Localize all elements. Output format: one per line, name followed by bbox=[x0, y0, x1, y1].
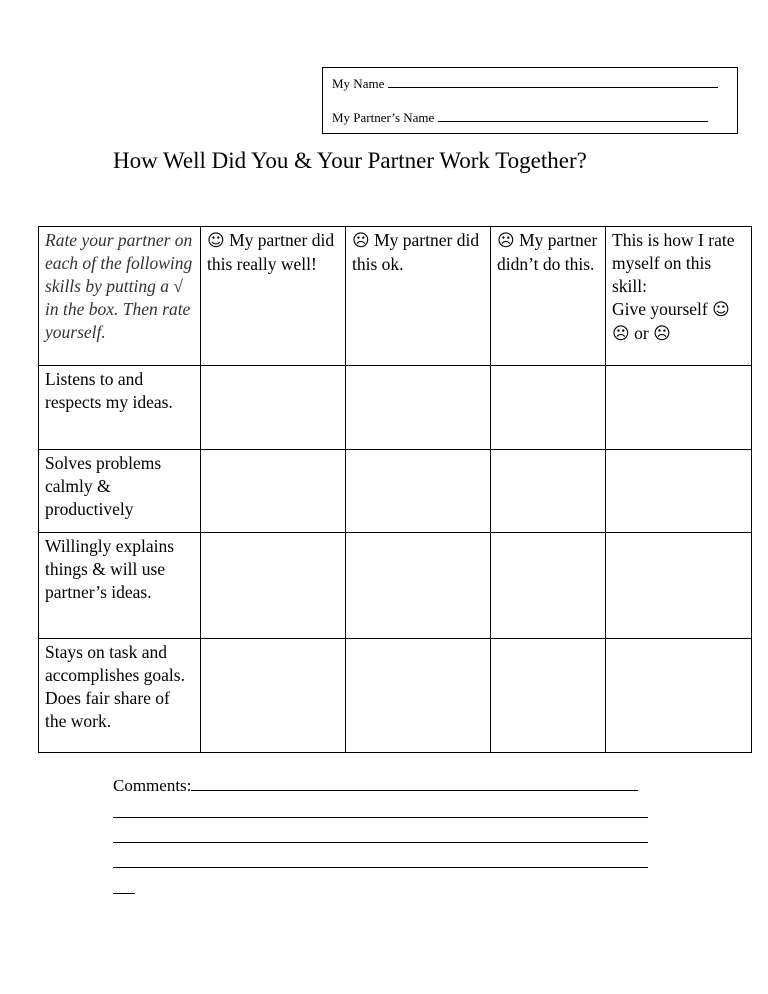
rating-cell[interactable] bbox=[606, 533, 752, 639]
comments-first-line bbox=[113, 772, 638, 796]
rating-table bbox=[38, 226, 752, 753]
comments-line[interactable] bbox=[113, 893, 135, 894]
my-name-label: My Name bbox=[332, 76, 385, 91]
smiley-icon: ☺ bbox=[207, 231, 225, 251]
comments-section bbox=[113, 772, 638, 796]
comments-field[interactable] bbox=[191, 772, 638, 791]
rating-cell[interactable] bbox=[606, 639, 752, 753]
column-header-well bbox=[201, 227, 346, 366]
neutral-face-icon: ☹ bbox=[612, 324, 630, 344]
partner-name-field[interactable] bbox=[438, 109, 708, 122]
rating-cell[interactable] bbox=[346, 639, 491, 753]
header-row bbox=[39, 227, 752, 366]
neutral-face-icon: ☹ bbox=[352, 231, 370, 251]
rating-cell[interactable] bbox=[491, 450, 606, 533]
table-row bbox=[39, 450, 752, 533]
rating-cell[interactable] bbox=[201, 639, 346, 753]
rating-cell[interactable] bbox=[491, 533, 606, 639]
rating-cell[interactable] bbox=[346, 450, 491, 533]
my-name-field[interactable] bbox=[388, 75, 718, 88]
frown-icon: ☹ bbox=[497, 231, 515, 251]
rating-cell[interactable] bbox=[491, 366, 606, 450]
partner-name-line bbox=[332, 109, 708, 126]
partner-name-label: My Partner’s Name bbox=[332, 110, 435, 125]
comments-line[interactable] bbox=[113, 817, 648, 818]
column-header-label: My partner did this ok. bbox=[352, 230, 480, 274]
comments-line[interactable] bbox=[113, 842, 648, 843]
rating-cell[interactable] bbox=[346, 533, 491, 639]
skill-label: Stays on task and accomplishes goals. Does fair share of the work. bbox=[39, 639, 201, 753]
rating-cell[interactable] bbox=[606, 366, 752, 450]
column-header-didnt bbox=[491, 227, 606, 366]
rating-cell[interactable] bbox=[201, 533, 346, 639]
instructions-cell: Rate your partner on each of the following skills by putting a √ in the box. Then rate yourself. bbox=[39, 227, 201, 366]
skill-label: Willingly explains things & will use partner’s ideas. bbox=[39, 533, 201, 639]
table-row bbox=[39, 366, 752, 450]
rating-cell[interactable] bbox=[201, 366, 346, 450]
rating-cell[interactable] bbox=[201, 450, 346, 533]
skill-label: Solves problems calmly & productively bbox=[39, 450, 201, 533]
column-header-self bbox=[606, 227, 752, 366]
column-header-label: My partner didn’t do this. bbox=[497, 230, 598, 274]
rating-cell[interactable] bbox=[346, 366, 491, 450]
column-header-ok bbox=[346, 227, 491, 366]
comments-label: Comments: bbox=[113, 776, 192, 795]
page-title: How Well Did You & Your Partner Work Together? bbox=[113, 148, 587, 173]
name-box bbox=[322, 67, 738, 134]
comments-line[interactable] bbox=[113, 867, 648, 868]
table-row bbox=[39, 533, 752, 639]
table-row bbox=[39, 639, 752, 753]
self-rating-label: This is how I rate myself on this skill: bbox=[612, 230, 735, 296]
skill-label: Listens to and respects my ideas. bbox=[39, 366, 201, 450]
rating-cell[interactable] bbox=[606, 450, 752, 533]
column-header-label: My partner did this really well! bbox=[207, 230, 335, 274]
my-name-line bbox=[332, 75, 718, 92]
rating-cell[interactable] bbox=[491, 639, 606, 753]
give-yourself-label: Give yourself bbox=[612, 299, 708, 319]
or-label: or bbox=[634, 323, 649, 343]
smiley-icon: ☺ bbox=[712, 300, 730, 320]
frown-icon: ☹ bbox=[653, 324, 671, 344]
